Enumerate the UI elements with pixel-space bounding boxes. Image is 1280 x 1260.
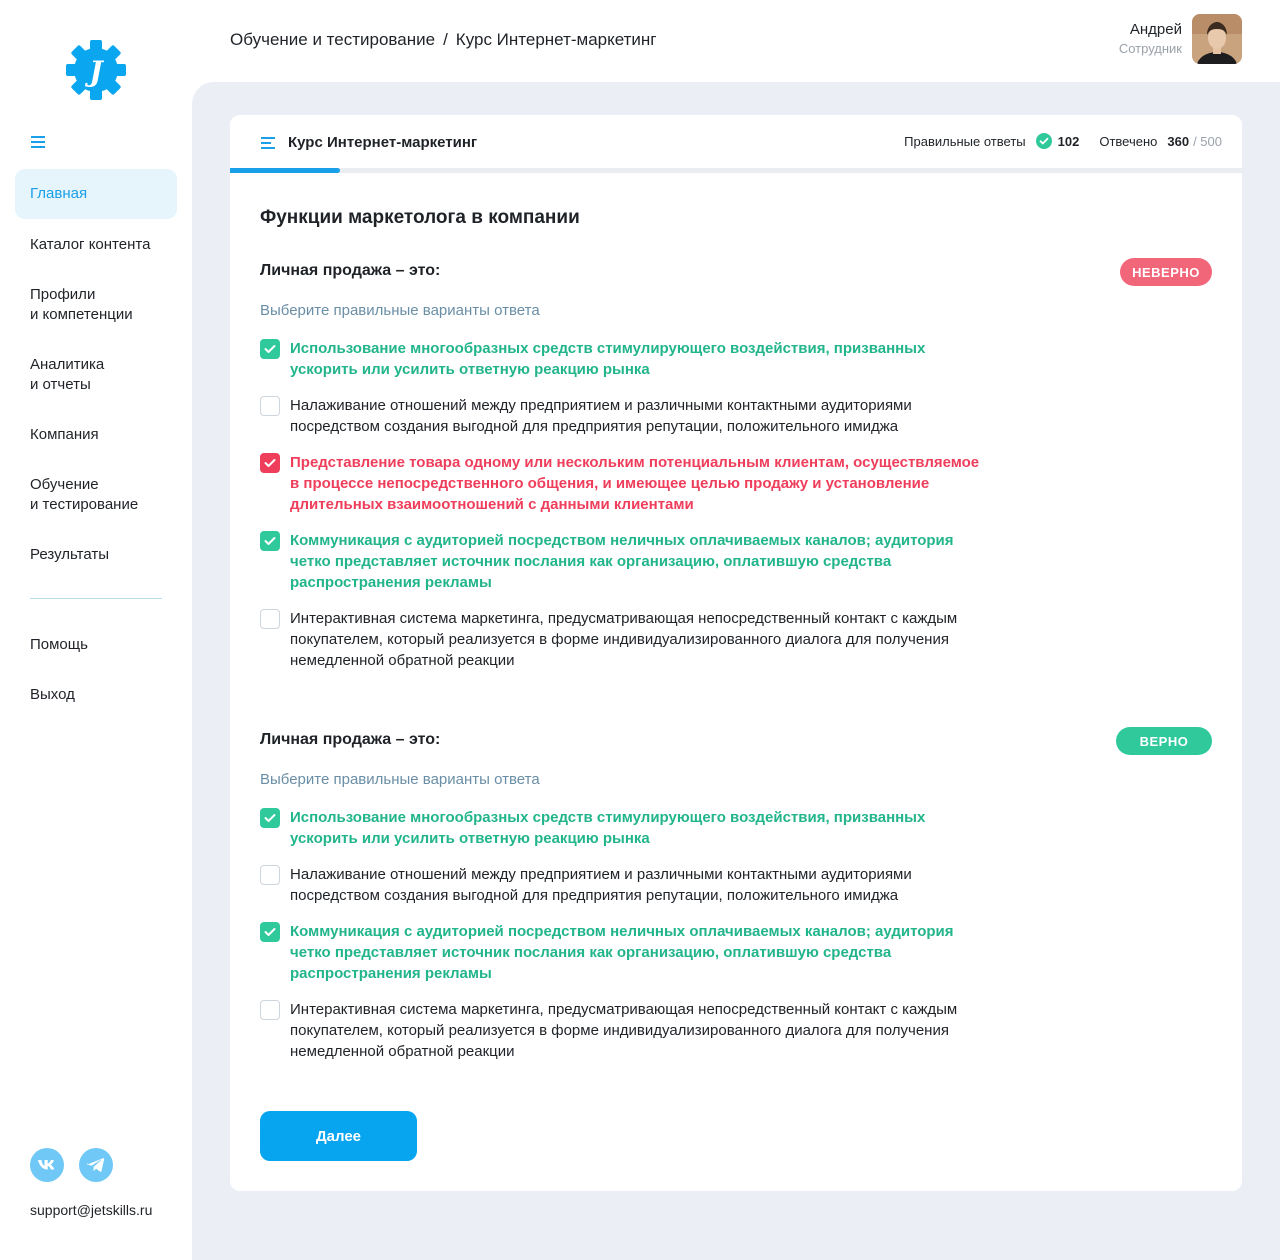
progress-track [230, 168, 1242, 173]
vk-icon[interactable] [30, 1148, 64, 1182]
progress-bar [230, 168, 340, 173]
section-title: Функции маркетолога в компании [260, 207, 580, 228]
checkmark-icon [264, 536, 276, 546]
answer-option[interactable] [260, 807, 1212, 849]
answer-options [260, 338, 1212, 671]
answer-option-text: Представление товара одному или нескольким потенциальным клиентам, осуществляемое в процессе непосредственного общения, и имеющее целью продажу и установление длительных взаимоотношений с данными клиентами [290, 454, 980, 513]
question-hint: Выберите правильные варианты ответа [260, 302, 540, 319]
question-title: Личная продажа – это: [260, 731, 441, 748]
answer-option-text: Интерактивная система маркетинга, предусматривающая непосредственный контакт с каждым покупателем, который реализуется в форме индивидуализированного диалога для получения немедленной обратной реакции [290, 610, 958, 669]
list-icon [260, 136, 276, 150]
next-button[interactable]: Далее [260, 1111, 417, 1161]
sidebar-item-profiles[interactable]: Профили и компетенции [30, 286, 133, 323]
answered-total: / 500 [1193, 133, 1222, 149]
checkmark-icon [264, 344, 276, 354]
course-title [260, 134, 477, 151]
correct-answers-count: 102 [1057, 133, 1080, 149]
check-circle-icon [1036, 133, 1052, 149]
status-badge-wrong: НЕВЕРНО [1120, 258, 1212, 286]
answer-option-text: Налаживание отношений между предприятием и различными контактными аудиториями посредством создания выгодной для предприятия репутации, положительного имиджа [290, 866, 912, 904]
answer-option[interactable] [260, 530, 1212, 593]
answer-option-text: Интерактивная система маркетинга, предусматривающая непосредственный контакт с каждым покупателем, который реализуется в форме индивидуализированного диалога для получения немедленной обратной реакции [290, 1001, 958, 1060]
question-hint: Выберите правильные варианты ответа [260, 771, 540, 788]
answer-option[interactable] [260, 608, 1212, 671]
answer-option-text: Использование многообразных средств стимулирующего воздействия, призванных ускорить или усилить ответную реакцию рынка [290, 809, 926, 847]
answer-option-text: Использование многообразных средств стимулирующего воздействия, призванных ускорить или усилить ответную реакцию рынка [290, 340, 926, 378]
user-info [1119, 20, 1182, 58]
quiz-stats [904, 133, 1222, 149]
answer-option-text: Коммуникация с аудиторией посредством неличных оплачиваемых каналов; аудитория четко представляет источник послания как организацию, оплатившую средства распространения рекламы [290, 532, 954, 591]
breadcrumb-item-learning[interactable]: Обучение и тестирование [230, 30, 436, 49]
question-block [260, 729, 1212, 1077]
checkbox-unchecked[interactable] [260, 396, 280, 416]
sidebar-item-company[interactable]: Компания [30, 426, 99, 443]
question-title: Личная продажа – это: [260, 262, 441, 279]
sidebar-item-learning[interactable]: Обучение и тестирование [30, 476, 139, 513]
jetskills-logo-icon[interactable] [64, 38, 128, 102]
breadcrumb-item-course[interactable]: Курс Интернет-маркетинг [455, 30, 657, 49]
menu-toggle-icon[interactable] [30, 134, 46, 150]
status-badge-correct: ВЕРНО [1116, 727, 1212, 755]
user-name: Андрей [1129, 21, 1182, 38]
sidebar-divider [30, 598, 162, 599]
answer-option[interactable] [260, 864, 1212, 906]
sidebar-item-analytics[interactable]: Аналитика и отчеты [30, 356, 105, 393]
answer-option[interactable] [260, 999, 1212, 1062]
checkbox-checked[interactable] [260, 453, 280, 473]
answer-option-text: Налаживание отношений между предприятием и различными контактными аудиториями посредством создания выгодной для предприятия репутации, положительного имиджа [290, 397, 912, 435]
quiz-card-header [230, 115, 1242, 173]
answered-label: Отвечено [1099, 133, 1158, 149]
checkbox-checked[interactable] [260, 339, 280, 359]
checkbox-unchecked[interactable] [260, 609, 280, 629]
checkbox-unchecked[interactable] [260, 1000, 280, 1020]
question-block [260, 260, 1212, 686]
answer-option[interactable] [260, 452, 1212, 515]
sidebar [0, 0, 192, 1260]
answered-count: 360 [1167, 133, 1190, 149]
answer-option[interactable] [260, 395, 1212, 437]
sidebar-item-content-catalog[interactable]: Каталог контента [30, 236, 151, 253]
sidebar-item-results[interactable]: Результаты [30, 546, 109, 563]
sidebar-item-help[interactable]: Помощь [30, 636, 88, 653]
checkbox-checked[interactable] [260, 922, 280, 942]
logo-letter: J [89, 55, 103, 88]
correct-answers-label: Правильные ответы [904, 133, 1026, 149]
breadcrumb-separator: / [443, 30, 448, 49]
sidebar-item-home[interactable]: Главная [15, 169, 177, 219]
answer-option[interactable] [260, 338, 1212, 380]
checkbox-checked[interactable] [260, 808, 280, 828]
telegram-icon[interactable] [79, 1148, 113, 1182]
checkmark-icon [264, 927, 276, 937]
quiz-card [230, 115, 1242, 1191]
answer-options [260, 807, 1212, 1062]
course-title-text: Курс Интернет-маркетинг [288, 134, 478, 151]
answer-option[interactable] [260, 921, 1212, 984]
avatar[interactable] [1192, 14, 1242, 64]
user-profile[interactable] [1119, 14, 1242, 64]
checkbox-unchecked[interactable] [260, 865, 280, 885]
support-email-link[interactable]: support@jetskills.ru [30, 1202, 153, 1218]
user-role: Сотрудник [1118, 41, 1182, 56]
checkmark-icon [264, 813, 276, 823]
sidebar-item-logout[interactable]: Выход [30, 686, 75, 703]
social-links [30, 1148, 113, 1182]
checkbox-checked[interactable] [260, 531, 280, 551]
checkmark-icon [264, 458, 276, 468]
answer-option-text: Коммуникация с аудиторией посредством неличных оплачиваемых каналов; аудитория четко представляет источник послания как организацию, оплатившую средства распространения рекламы [290, 923, 954, 982]
breadcrumb [230, 30, 657, 50]
